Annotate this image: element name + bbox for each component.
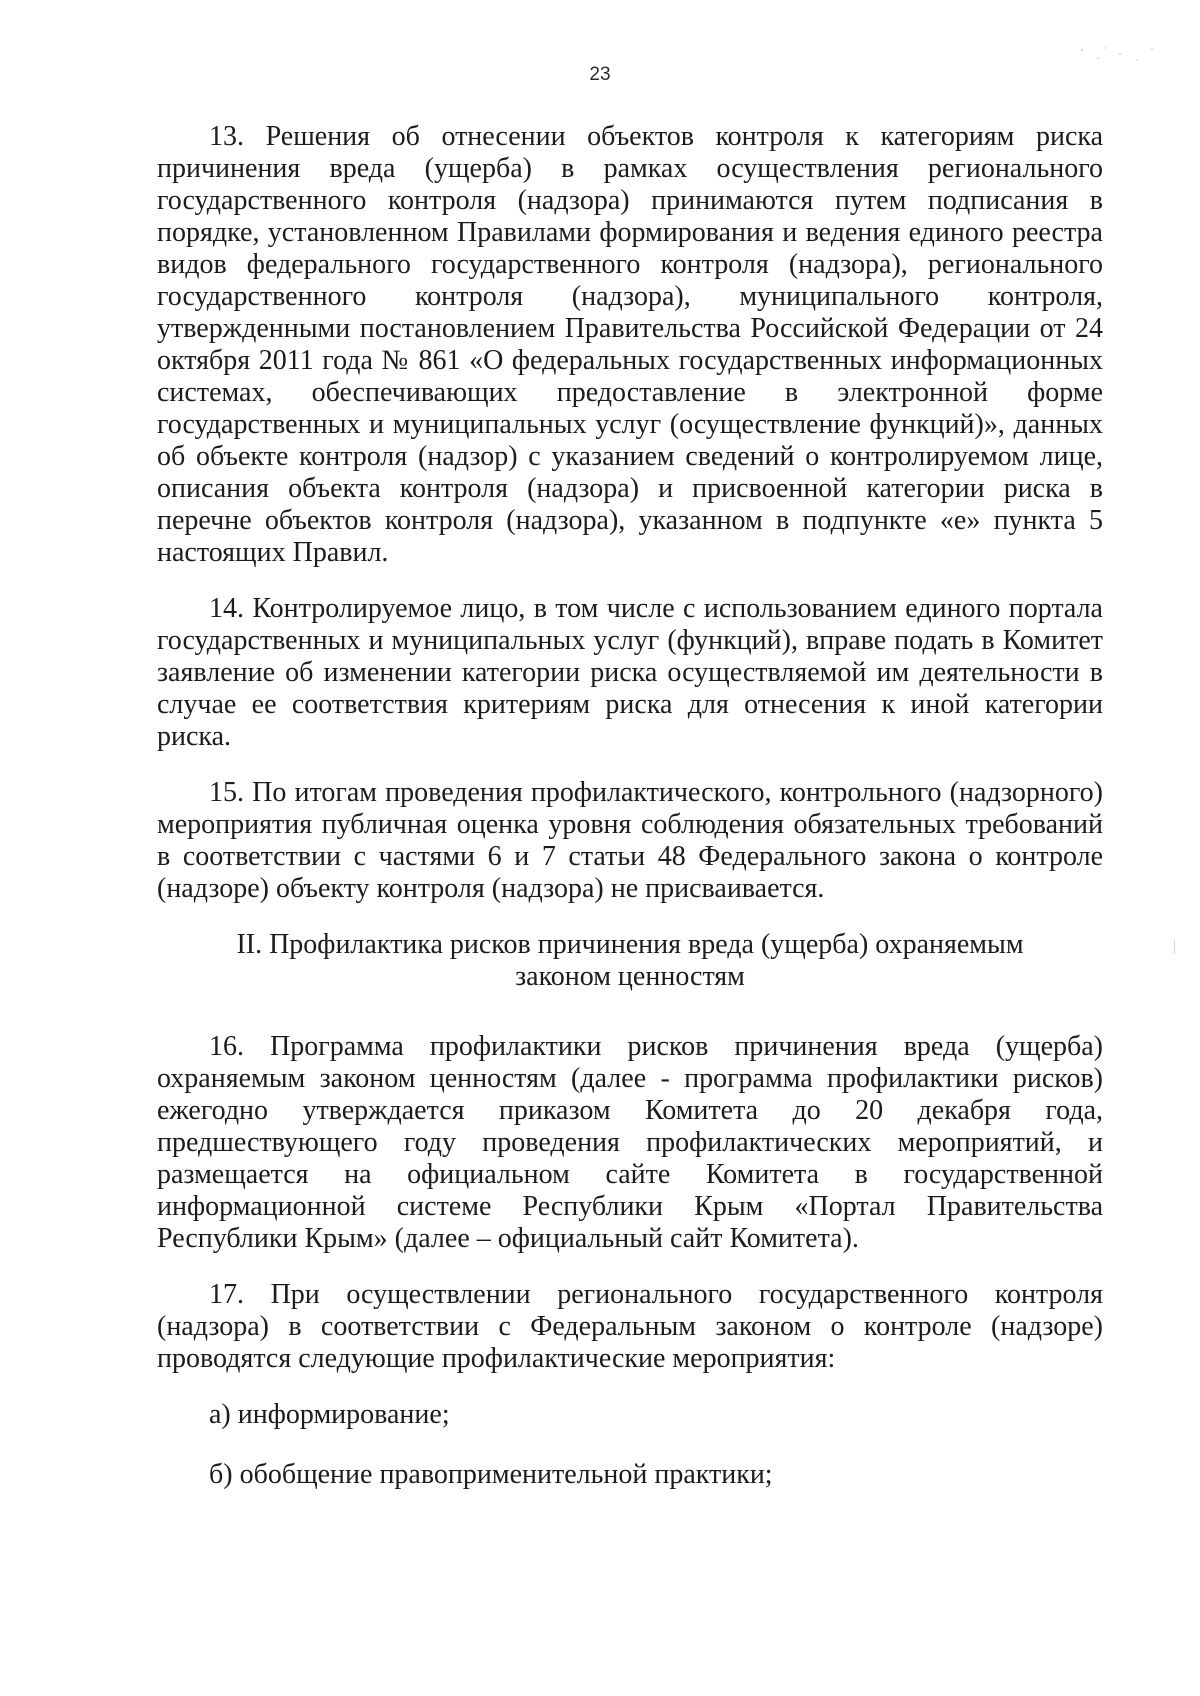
document-body xyxy=(157,121,1103,1519)
paragraph-13: 13. Решения об отнесении объектов контроля к категориям риска причинения вреда (ущерба) в рамках осуществления регионального государственного контроля (надзора) принимаются путем подписания в порядке, установленном Правилами формирования и ведения единого реестра видов федерального государственного контроля (надзора), регионального государственного контроля (надзора), муниципального контроля, утвержденными постановлением Правительства Российской Федерации от 24 октября 2011 года № 861 «О федеральных государственных информационных системах, обеспечивающих предоставление в электронной форме государственных и муниципальных услуг (осуществление функций)», данных об объекте контроля (надзор) с указанием сведений о контролируемом лице, описания объекта контроля (надзора) и присвоенной категории риска в перечне объектов контроля (надзора), указанном в подпункте «е» пункта 5 настоящих Правил. xyxy=(157,121,1103,568)
paragraph-15: 15. По итогам проведения профилактического, контрольного (надзорного) мероприятия публичная оценка уровня соблюдения обязательных требований в соответствии с частями 6 и 7 статьи 48 Федерального закона о контроле (надзоре) объекту контроля (надзора) не присваивается. xyxy=(157,777,1103,904)
scan-noise-marks xyxy=(1074,40,1164,70)
scan-edge-mark xyxy=(1174,940,1175,954)
paragraph-17: 17. При осуществлении регионального государственного контроля (надзора) в соответствии с Федеральным законом о контроле (надзоре) проводятся следующие профилактические мероприятия: xyxy=(157,1279,1103,1374)
page-number: 23 xyxy=(589,64,611,85)
list-item-b: б) обобщение правоприменительной практики; xyxy=(209,1459,773,1490)
list-item-a: а) информирование; xyxy=(209,1399,450,1430)
section-heading-line-1: II. Профилактика рисков причинения вреда (ущерба) охраняемым xyxy=(236,929,1024,960)
paragraph-14: 14. Контролируемое лицо, в том числе с использованием единого портала государственных и муниципальных услуг (функций), вправе подать в Комитет заявление об изменении категории риска осуществляемой им деятельности в случае ее соответствия критериям риска для отнесения к иной категории риска. xyxy=(157,593,1103,752)
section-heading xyxy=(157,929,1103,993)
paragraph-16: 16. Программа профилактики рисков причинения вреда (ущерба) охраняемым законом ценностям (далее - программа профилактики рисков) ежегодно утверждается приказом Комитета до 20 декабря года, предшествующего году проведения профилактических мероприятий, и размещается на официальном сайте Комитета в государственной информационной системе Республики Крым «Портал Правительства Республики Крым» (далее – официальный сайт Комитета). xyxy=(157,1031,1103,1254)
section-heading-line-2: законом ценностям xyxy=(515,961,745,992)
